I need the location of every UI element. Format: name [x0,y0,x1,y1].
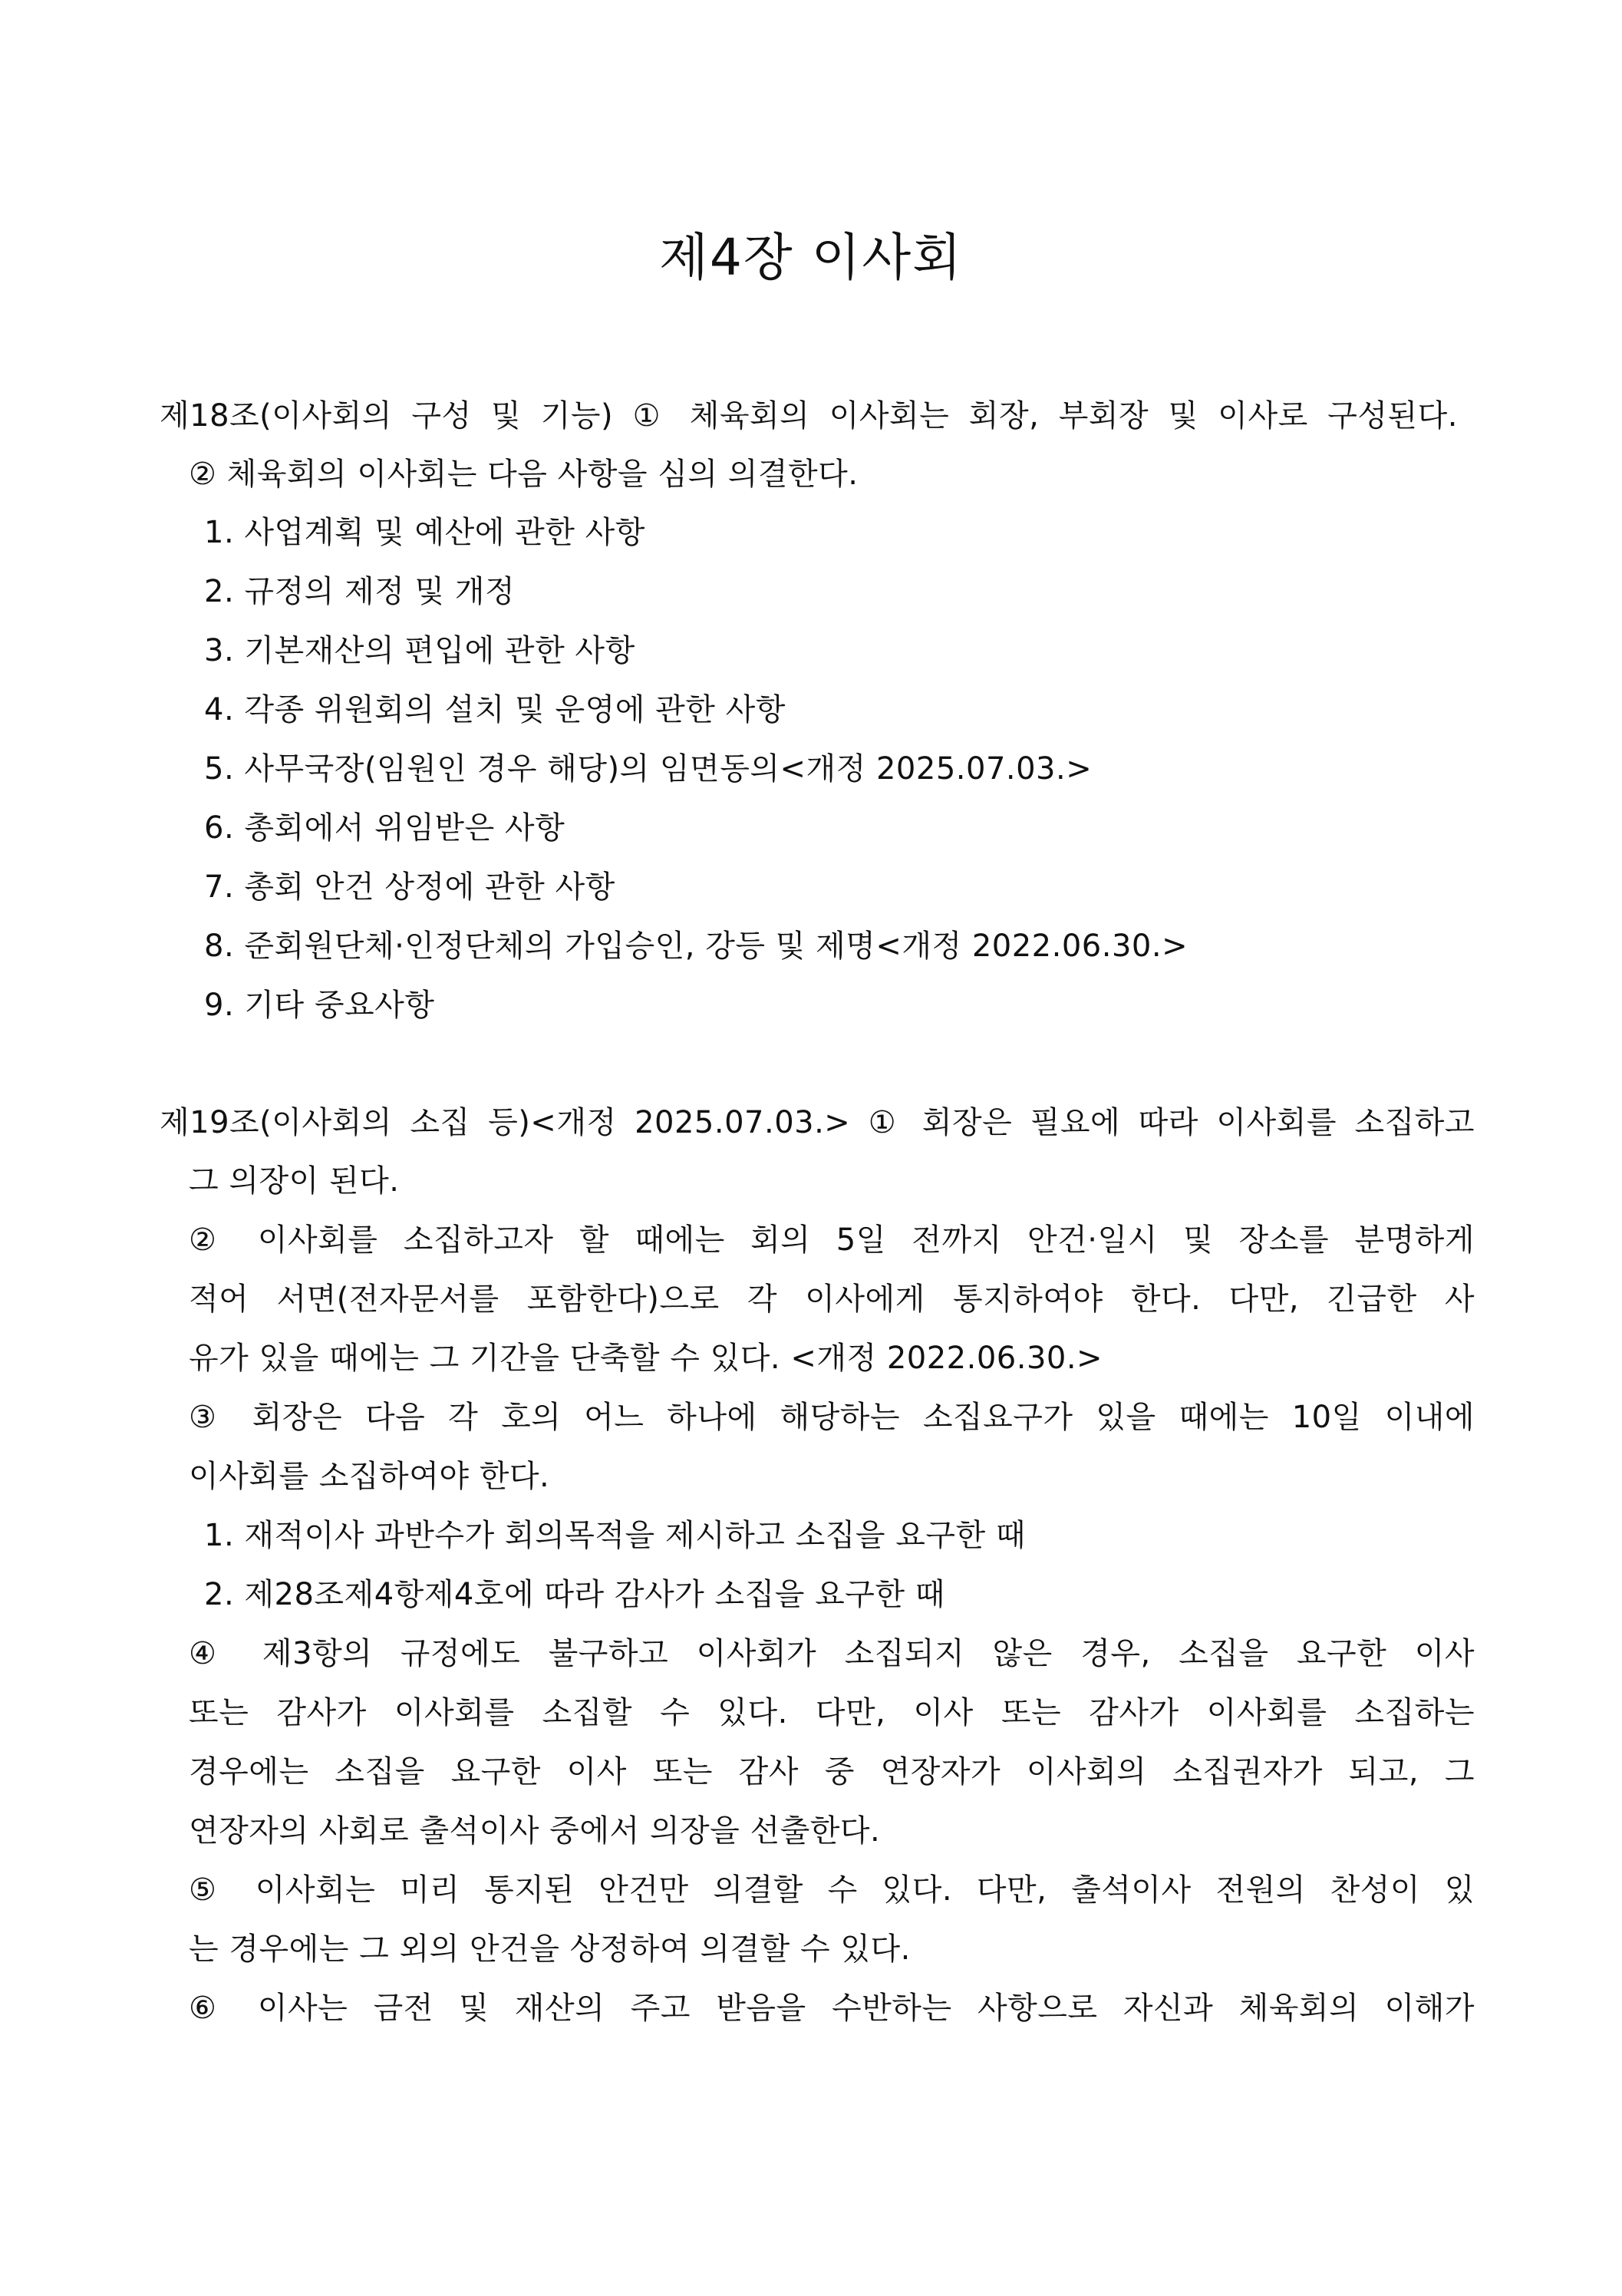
article-19-line: 적어 서면(전자문서를 포함한다)으로 각 이사에게 통지하여야 한다. 다만, 긴급한 사 [189,1282,1475,1317]
article-19-line: ⑥ 이사는 금전 및 재산의 주고 받음을 수반하는 사항으로 자신과 체육회의 이해가 [189,1991,1475,2026]
article-18-heading: 제18조(이사회의 구성 및 기능) ① 체육회의 이사회는 회장, 부회장 및 이사로 구성된다. [160,398,1458,434]
article-19-item-1: 1. 재적이사 과반수가 회의목적을 제시하고 소집을 요구한 때 [204,1518,1027,1553]
article-18-item-3: 3. 기본재산의 편입에 관한 사항 [204,633,635,668]
article-19-heading: 제19조(이사회의 소집 등)<개정 2025.07.03.> ① 회장은 필요에 따라 이사회를 소집하고 [160,1105,1475,1140]
article-18-paragraph-2: ② 체육회의 이사회는 다음 사항을 심의 의결한다. [189,457,859,492]
article-19-line: 그 의장이 된다. [189,1163,400,1199]
article-18-item-6: 6. 총회에서 위임받은 사항 [204,810,565,846]
article-18-item-5: 5. 사무국장(임원인 경우 해당)의 임면동의<개정 2025.07.03.> [204,751,1093,787]
article-18-item-8: 8. 준회원단체·인정단체의 가입승인, 강등 및 제명<개정 2022.06.30.> [204,929,1188,964]
article-19-line: ② 이사회를 소집하고자 할 때에는 회의 5일 전까지 안건·일시 및 장소를 분명하게 [189,1222,1475,1258]
article-19-line: ③ 회장은 다음 각 호의 어느 하나에 해당하는 소집요구가 있을 때에는 10일 이내에 [189,1400,1475,1435]
article-19-line: 는 경우에는 그 외의 안건을 상정하여 의결할 수 있다. [189,1931,911,1967]
article-19-line: 경우에는 소집을 요구한 이사 또는 감사 중 연장자가 이사회의 소집권자가 되고, 그 [189,1754,1475,1790]
article-18-item-4: 4. 각종 위원회의 설치 및 운영에 관한 사항 [204,692,786,727]
article-19-line: 연장자의 사회로 출석이사 중에서 의장을 선출한다. [189,1813,881,1849]
article-19-line: ⑤ 이사회는 미리 통지된 안건만 의결할 수 있다. 다만, 출석이사 전원의 찬성이 있 [189,1872,1475,1908]
article-18-item-9: 9. 기타 중요사항 [204,988,435,1023]
article-18-item-2: 2. 규정의 제정 및 개정 [204,574,516,609]
article-19-line: 또는 감사가 이사회를 소집할 수 있다. 다만, 이사 또는 감사가 이사회를 소집하는 [189,1695,1475,1730]
article-19-line: 유가 있을 때에는 그 기간을 단축할 수 있다. <개정 2022.06.30.> [189,1341,1103,1376]
article-19-line: 이사회를 소집하여야 한다. [189,1459,550,1494]
article-19-item-2: 2. 제28조제4항제4호에 따라 감사가 소집을 요구한 때 [204,1577,945,1612]
article-19-line: ④ 제3항의 규정에도 불구하고 이사회가 소집되지 않은 경우, 소집을 요구한 이사 [189,1636,1475,1671]
article-18-item-1: 1. 사업계획 및 예산에 관한 사항 [204,515,645,550]
article-18-item-7: 7. 총회 안건 상정에 관한 사항 [204,869,615,905]
chapter-title: 제4장 이사회 [659,228,963,287]
